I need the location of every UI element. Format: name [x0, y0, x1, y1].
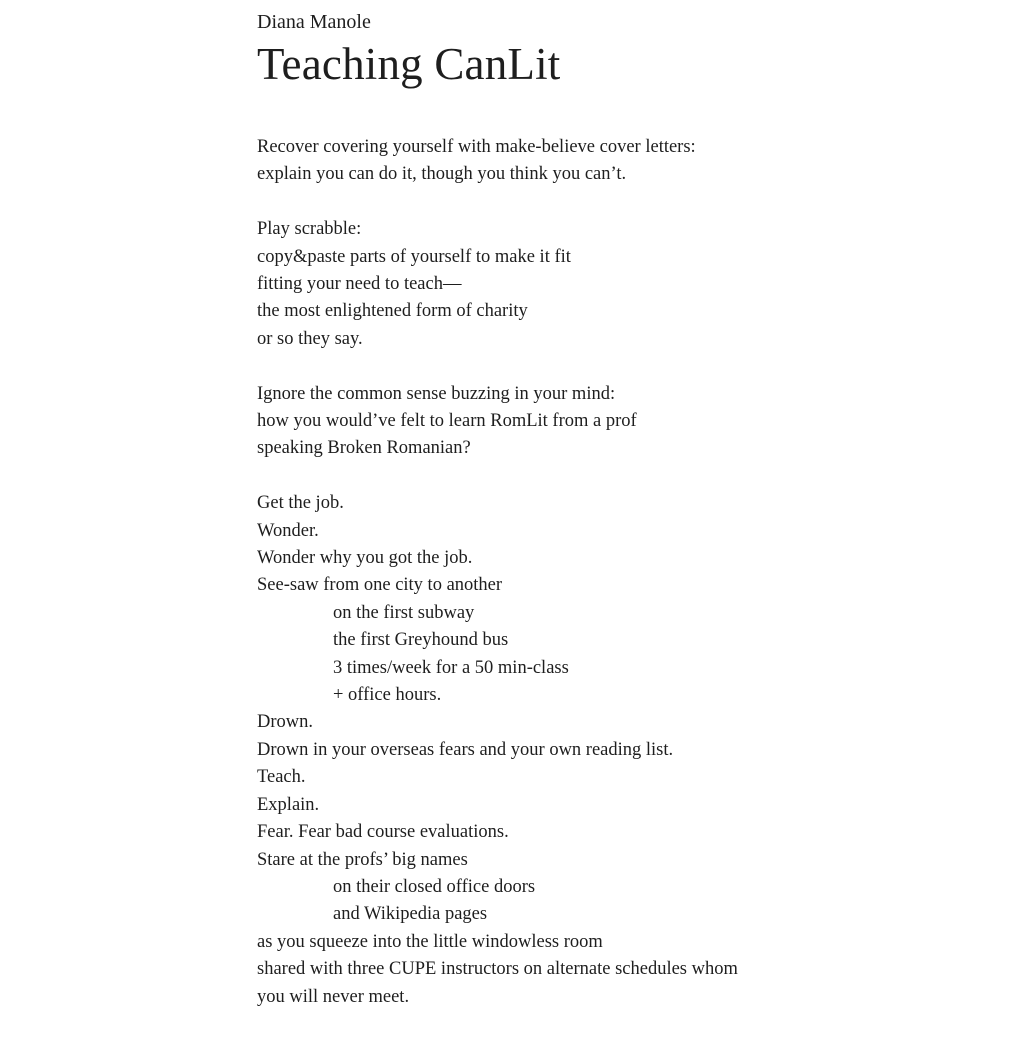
poem-line: + office hours. — [333, 685, 442, 706]
poem-line: 3 times/week for a 50 min-class — [333, 657, 569, 678]
stanza — [257, 216, 997, 353]
author-name: Diana Manole — [257, 11, 371, 33]
poem-line: or so they say. — [257, 328, 363, 349]
poem-page — [257, 8, 997, 1038]
poem-line: See-saw from one city to another — [257, 575, 503, 596]
poem-line: Teach. — [257, 767, 306, 788]
poem-line: as you squeeze into the little windowless room — [257, 931, 603, 952]
stanza — [257, 134, 997, 189]
poem-body — [257, 134, 997, 1011]
poem-line: Drown. — [257, 712, 314, 733]
poem-line: Ignore the common sense buzzing in your mind: — [257, 383, 616, 404]
poem-line: Play scrabble: — [257, 219, 362, 240]
stanza — [257, 381, 997, 463]
poem-line: on the first subway — [333, 602, 475, 623]
poem-line: and Wikipedia pages — [333, 904, 488, 925]
poem-line: on their closed office doors — [333, 876, 536, 897]
poem-title: Teaching CanLit — [257, 39, 561, 89]
poem-line: you will never meet. — [257, 986, 410, 1007]
poem-line: Fear. Fear bad course evaluations. — [257, 822, 509, 843]
poem-line: how you would’ve felt to learn RomLit from a prof — [257, 411, 637, 432]
poem-line: speaking Broken Romanian? — [257, 438, 471, 459]
poem-line: explain you can do it, though you think you can’t. — [257, 164, 627, 185]
poem-line: Get the job. — [257, 493, 344, 514]
stanza — [257, 490, 997, 1011]
poem-line: the most enlightened form of charity — [257, 301, 528, 322]
poem-line: Wonder. — [257, 520, 319, 541]
poem-line: Recover covering yourself with make-believe cover letters: — [257, 137, 696, 157]
poem-line: Wonder why you got the job. — [257, 548, 473, 569]
poem-line: fitting your need to teach— — [257, 274, 462, 295]
poem-line: Drown in your overseas fears and your own reading list. — [257, 739, 674, 760]
poem-line: the first Greyhound bus — [333, 630, 509, 651]
poem-line: copy&paste parts of yourself to make it fit — [257, 246, 571, 267]
poem-line: Stare at the profs’ big names — [257, 849, 468, 870]
poem-line: shared with three CUPE instructors on alternate schedules whom — [257, 959, 738, 980]
poem-line: Explain. — [257, 794, 320, 815]
